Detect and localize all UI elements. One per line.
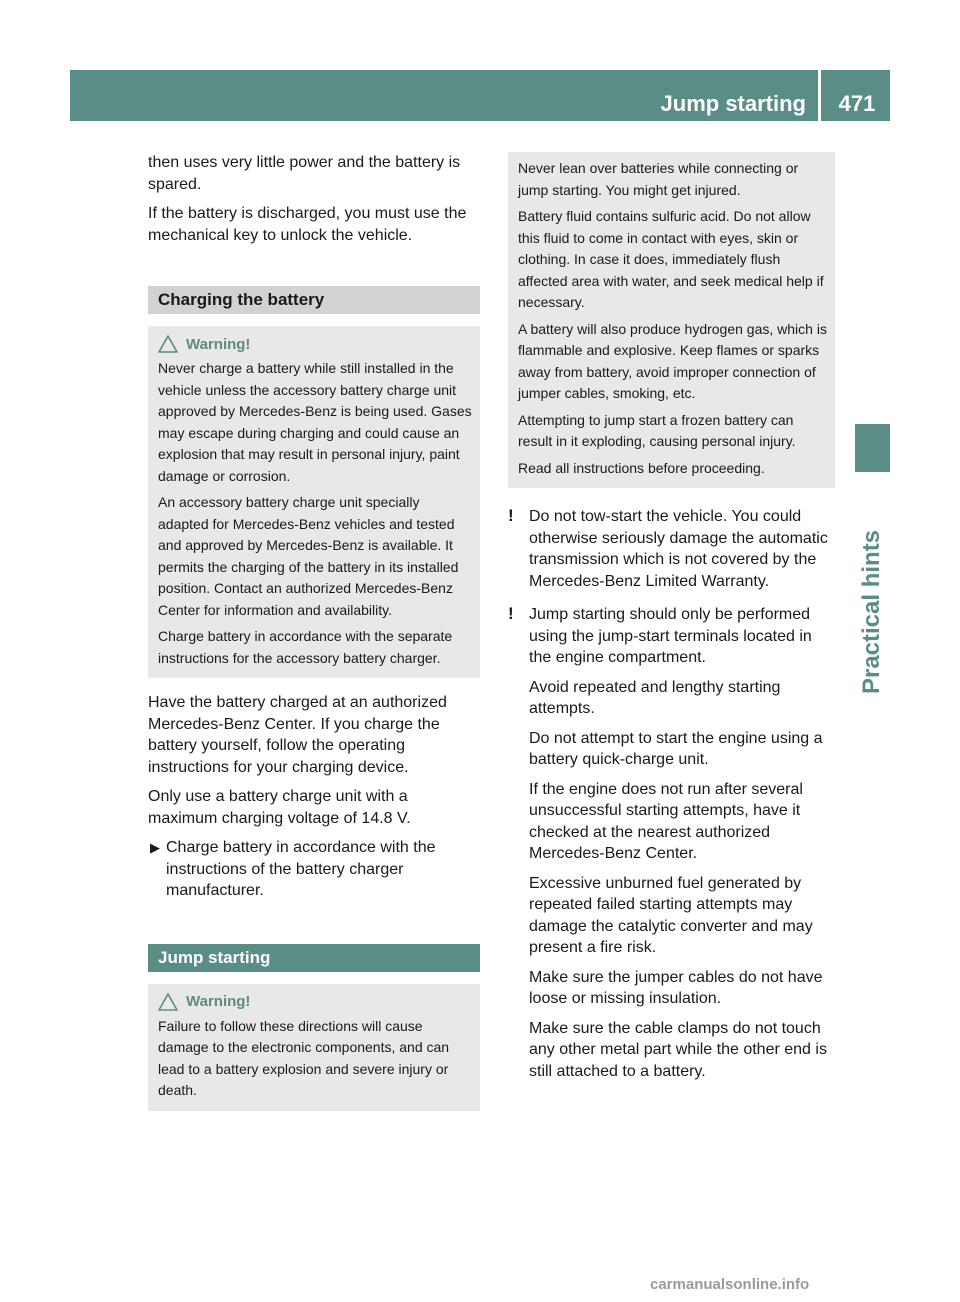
note-block xyxy=(508,604,835,1082)
exclamation-icon: ! xyxy=(508,506,514,525)
arrow-right-icon: ▶ xyxy=(150,840,160,855)
side-tab-label: Practical hints xyxy=(858,529,885,695)
warning-label: Warning! xyxy=(186,335,251,353)
intro-paragraph: then uses very little power and the battery is spared. xyxy=(148,154,461,193)
page-header xyxy=(70,70,890,121)
side-tab-marker xyxy=(855,424,890,472)
note-text: Do not attempt to start the engine using a battery quick-charge unit. xyxy=(529,729,823,768)
warning-triangle-icon xyxy=(158,335,178,353)
note-text: Make sure the cable clamps do not touch any other metal part while the other end is still attached to a battery. xyxy=(529,1019,827,1080)
body-paragraph: Only use a battery charge unit with a maximum charging voltage of 14.8 V. xyxy=(148,788,411,827)
note-text: Avoid repeated and lengthy starting attempts. xyxy=(529,678,781,717)
warning-text: Attempting to jump start a frozen battery can result in it exploding, causing personal injury. xyxy=(518,411,796,449)
intro-paragraph: If the battery is discharged, you must use the mechanical key to unlock the vehicle. xyxy=(148,205,467,244)
warning-box xyxy=(148,984,480,1111)
warning-text: Failure to follow these directions will cause damage to the electronic components, and can lead to a battery explosion and severe injury or death. xyxy=(158,1017,450,1098)
right-column xyxy=(508,152,835,1090)
exclamation-icon: ! xyxy=(508,604,514,623)
warning-text: Never lean over batteries while connecting or jump starting. You might get injured. xyxy=(518,160,799,198)
warning-text: Charge battery in accordance with the separate instructions for the accessory battery charger. xyxy=(158,628,453,666)
page-number: 471 xyxy=(838,91,876,116)
note-text: Excessive unburned fuel generated by repeated failed starting attempts may damage the catalytic converter and may present a fire risk. xyxy=(529,874,813,956)
warning-label: Warning! xyxy=(186,993,251,1010)
left-column xyxy=(148,152,480,1111)
instruction-text: Charge battery in accordance with the instructions of the battery charger manufacturer. xyxy=(166,839,436,899)
body-paragraph: Have the battery charged at an authorized Mercedes-Benz Center. If you charge the battery yourself, follow the operating instructions for your charging device. xyxy=(148,694,447,776)
warning-triangle-icon xyxy=(158,993,178,1011)
warning-text: A battery will also produce hydrogen gas, which is flammable and explosive. Keep flames or sparks away from battery, avoid improper connection of jumper cables, smoking, etc. xyxy=(518,320,827,401)
section-heading-charging: Charging the battery xyxy=(148,286,480,314)
note-block xyxy=(508,506,835,592)
warning-box xyxy=(148,326,480,678)
note-text: Jump starting should only be performed using the jump-start terminals located in the engine compartment. xyxy=(529,606,812,666)
warning-text: An accessory battery charge unit specially adapted for Mercedes-Benz vehicles and tested and approved by Mercedes-Benz is available. It permits the charging of the battery in its installed position. Contact an authorized Mercedes-Benz Center for information and availability. xyxy=(158,494,459,618)
note-text: Make sure the jumper cables do not have loose or missing insulation. xyxy=(529,968,823,1007)
warning-text: Read all instructions before proceeding. xyxy=(518,459,765,476)
warning-text: Never charge a battery while still installed in the vehicle unless the accessory battery charge unit approved by Mercedes-Benz is being used. Gases may escape during charging and could cause an explosion that may result in personal injury, paint damage or corrosion. xyxy=(158,360,472,484)
note-text: Do not tow-start the vehicle. You could otherwise seriously damage the automatic transmission which is not covered by the Mercedes-Benz Limited Warranty. xyxy=(529,508,828,590)
note-text: If the engine does not run after several unsuccessful starting attempts, have it checked at the nearest authorized Mercedes-Benz Center. xyxy=(529,780,803,862)
warning-box-continued xyxy=(508,152,835,488)
watermark: carmanualsonline.info xyxy=(650,1276,810,1293)
header-title: Jump starting xyxy=(661,70,821,121)
warning-text: Battery fluid contains sulfuric acid. Do not allow this fluid to come in contact with eyes, skin or clothing. In case it does, immediately flush affected area with water, and seek medical help if necessary. xyxy=(518,208,824,310)
section-heading-jump-starting: Jump starting xyxy=(148,944,480,972)
instruction-step xyxy=(148,837,480,902)
